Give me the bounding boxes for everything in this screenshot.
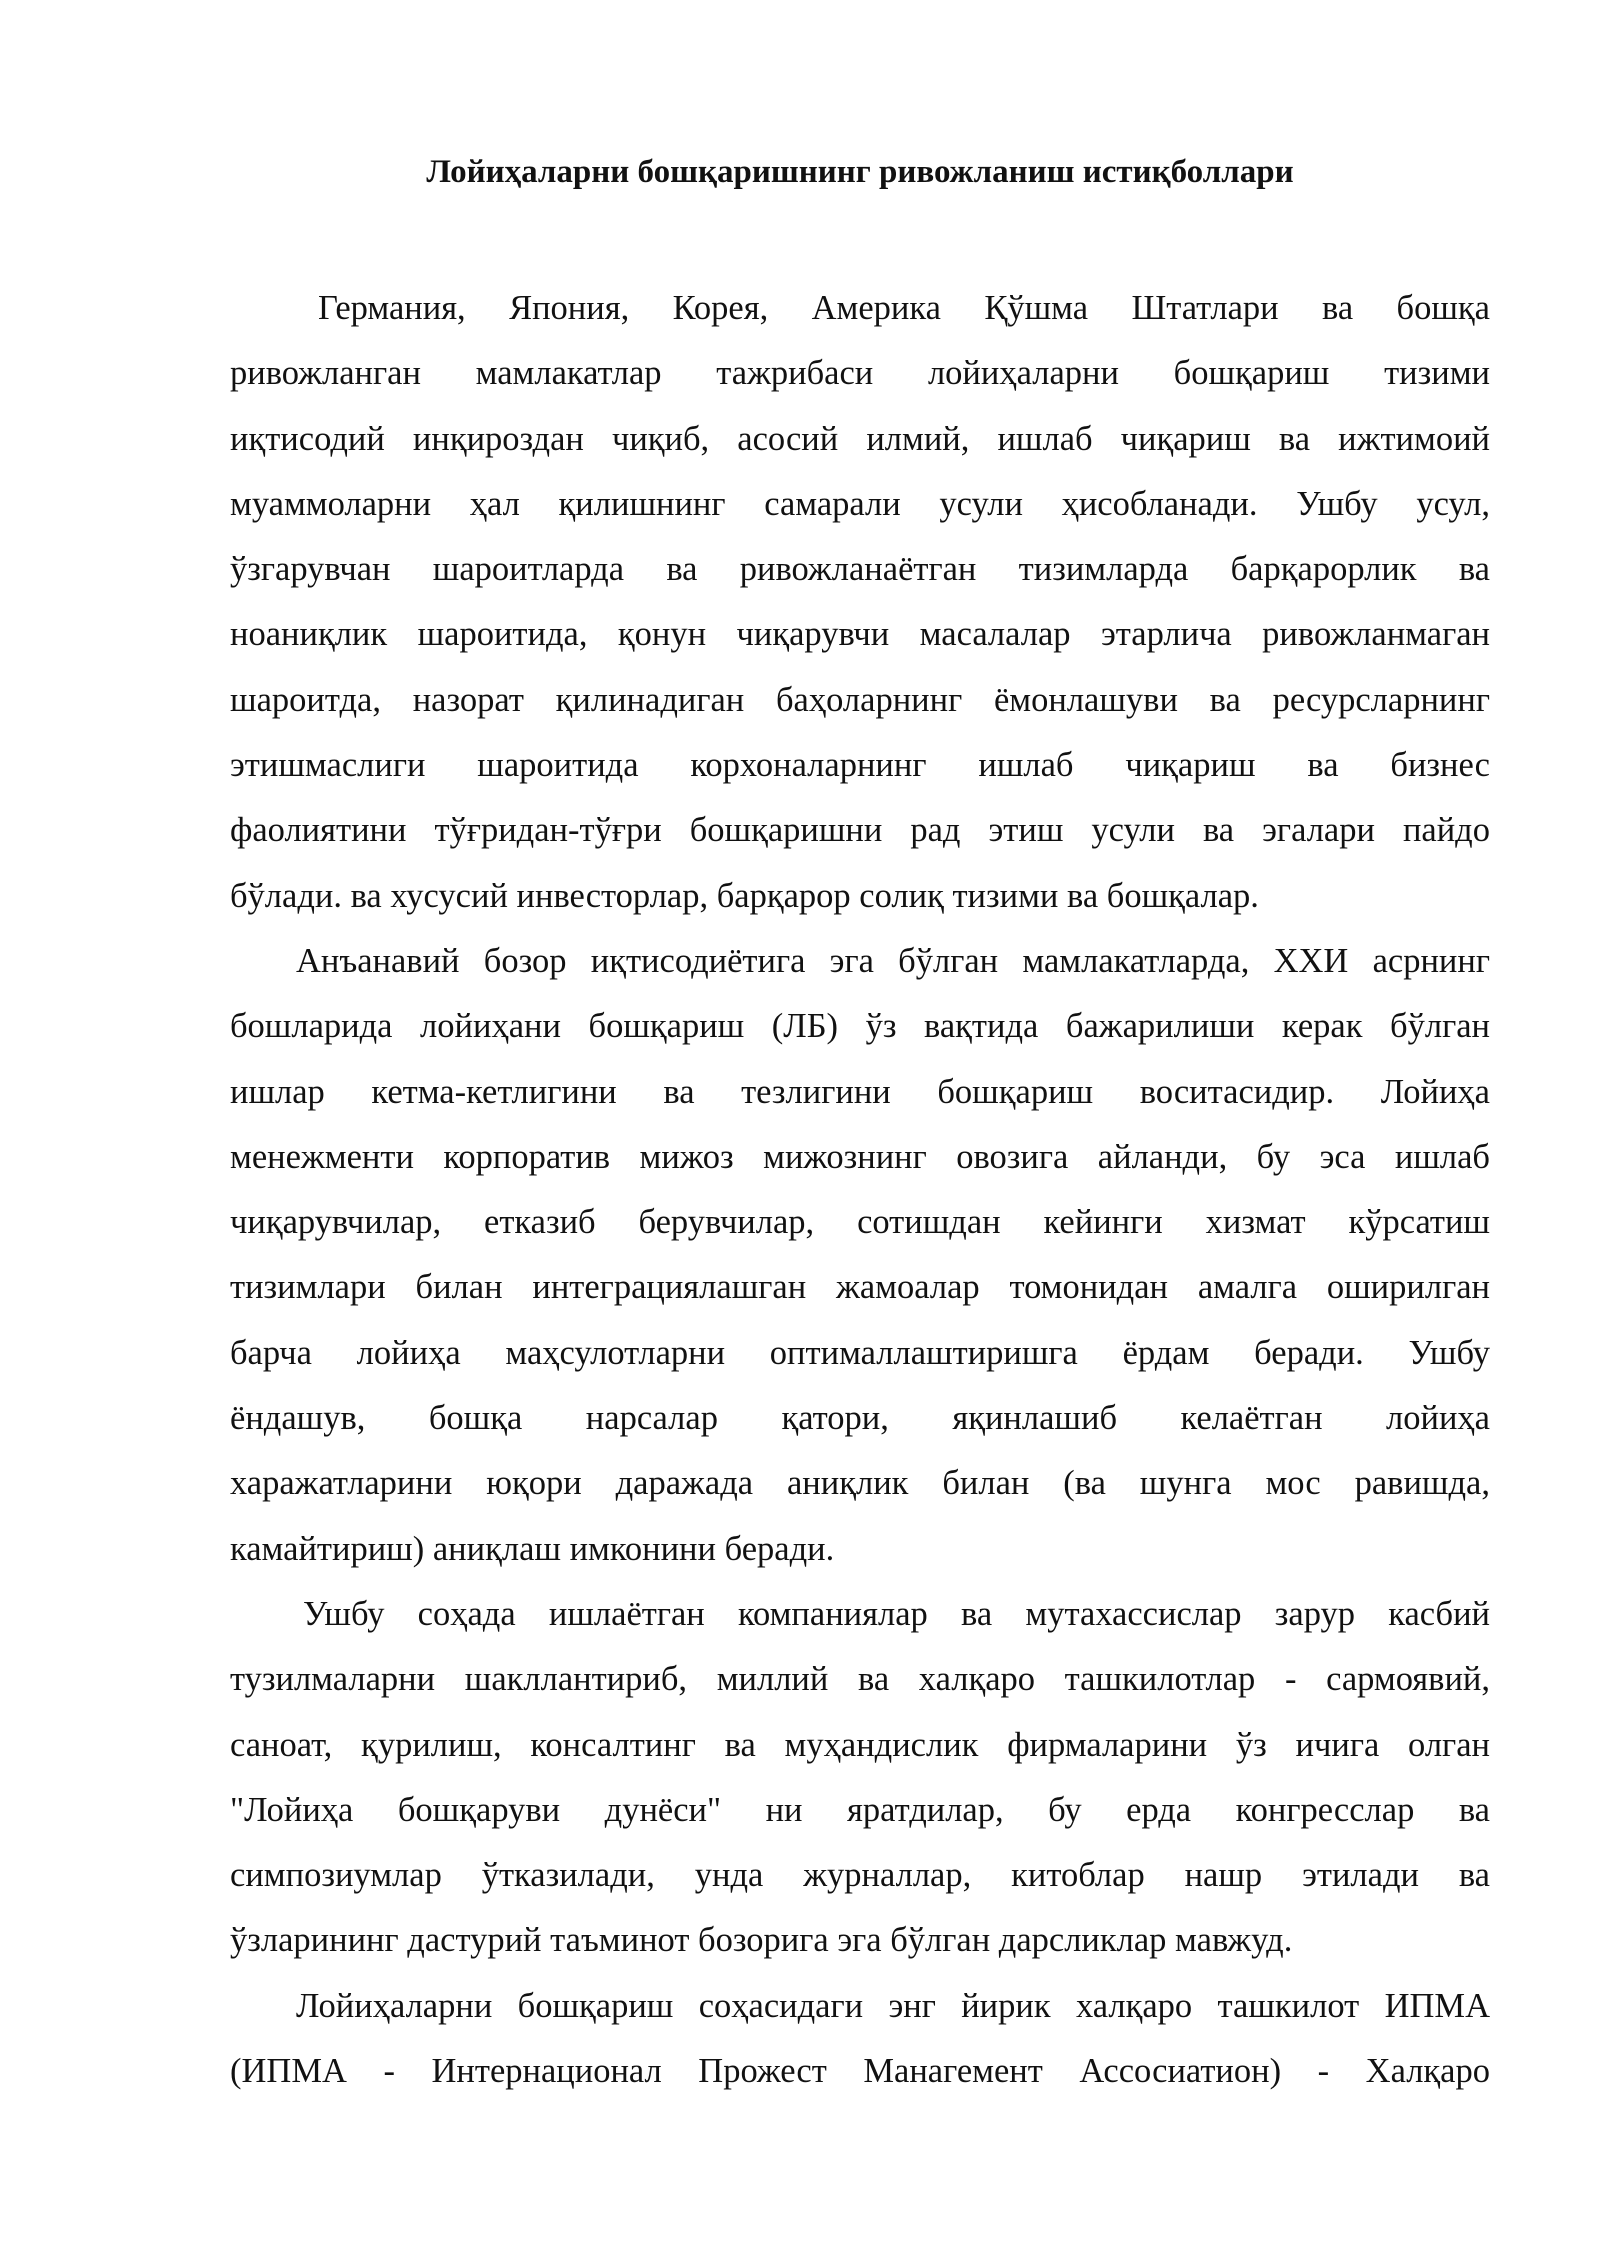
text-line: камайтириш) аниқлаш имконини беради. [230,1529,835,1568]
text-line: ривожланган мамлакатлар тажрибаси лойиҳаларни бошқариш тизими [230,354,1490,393]
text-line: Лойиҳаларни бошқариш соҳасидаги энг йирик халқаро ташкилот ИПМА [296,1986,1490,2025]
paragraph [230,1974,1490,2105]
text-line: шароитда, назорат қилинадиган баҳоларнинг ёмонлашуви ва ресурсларнинг [230,680,1490,719]
text-line: Анъанавий бозор иқтисодиётига эга бўлган мамлакатларда, ХХИ асрнинг [296,941,1490,980]
document-title: Лойиҳаларни бошқаришнинг ривожланиш истиқболлари [426,154,1294,190]
text-line: ўзгарувчан шароитларда ва ривожланаётган тизимларда барқарорлик ва [230,550,1490,589]
text-line: саноат, қурилиш, консалтинг ва муҳандислик фирмаларини ўз ичига олган [230,1725,1490,1764]
text-line: иқтисодий инқироздан чиқиб, асосий илмий, ишлаб чиқариш ва ижтимоий [230,419,1490,458]
text-line: бошларида лойиҳани бошқариш (ЛБ) ўз вақтида бажарилиши керак бўлган [230,1007,1490,1046]
text-line: чиқарувчилар, етказиб берувчилар, сотишдан кейинги хизмат кўрсатиш [230,1203,1490,1242]
text-line: этишмаслиги шароитида корхоналарнинг ишлаб чиқариш ва бизнес [230,746,1490,785]
text-line: ишлар кетма-кетлигини ва тезлигини бошқариш воситасидир. Лойиҳа [230,1072,1490,1111]
text-line: тузилмаларни шакллантириб, миллий ва халқаро ташкилотлар - сармоявий, [230,1660,1490,1699]
text-line: харажатларини юқори даражада аниқлик билан (ва шунга мос равишда, [230,1464,1490,1503]
text-line: ўзларининг дастурий таъминот бозорига эга бўлган дарсликлар мавжуд. [230,1921,1293,1960]
text-line: бўлади. ва хусусий инвесторлар, барқарор солиқ тизими ва бошқалар. [230,876,1259,915]
paragraph [230,929,1490,1582]
paragraph [230,276,1490,929]
document-body [230,276,1490,2104]
text-line: ноаниқлик шароитида, қонун чиқарувчи масалалар этарлича ривожланмаган [230,615,1490,654]
text-line: тизимлари билан интеграциялашган жамоалар томонидан амалга оширилган [230,1268,1490,1307]
text-line: барча лойиҳа маҳсулотларни оптималлаштиришга ёрдам беради. Ушбу [230,1333,1490,1372]
text-line: "Лойиҳа бошқаруви дунёси" ни яратдилар, бу ерда конгресслар ва [230,1790,1490,1829]
text-line: (ИПМА - Интернационал Прожест Манагемент Ассосиатион) - Халқаро [230,2052,1490,2091]
text-line: менежменти корпоратив мижоз мижознинг овозига айланди, бу эса ишлаб [230,1137,1490,1176]
text-line: фаолиятини тўғридан-тўғри бошқаришни рад этиш усули ва эгалари пайдо [230,811,1490,850]
text-line: Германия, Япония, Корея, Америка Қўшма Штатлари ва бошқа [318,289,1490,327]
paragraph [230,1582,1490,1974]
text-line: симпозиумлар ўтказилади, унда журналлар, китоблар нашр этилади ва [230,1856,1490,1895]
text-line: муаммоларни ҳал қилишнинг самарали усули ҳисобланади. Ушбу усул, [230,484,1490,523]
text-line: ёндашув, бошқа нарсалар қатори, яқинлашиб келаётган лойиҳа [230,1399,1490,1438]
text-line: Ушбу соҳада ишлаётган компаниялар ва мутахассислар зарур касбий [303,1594,1490,1633]
